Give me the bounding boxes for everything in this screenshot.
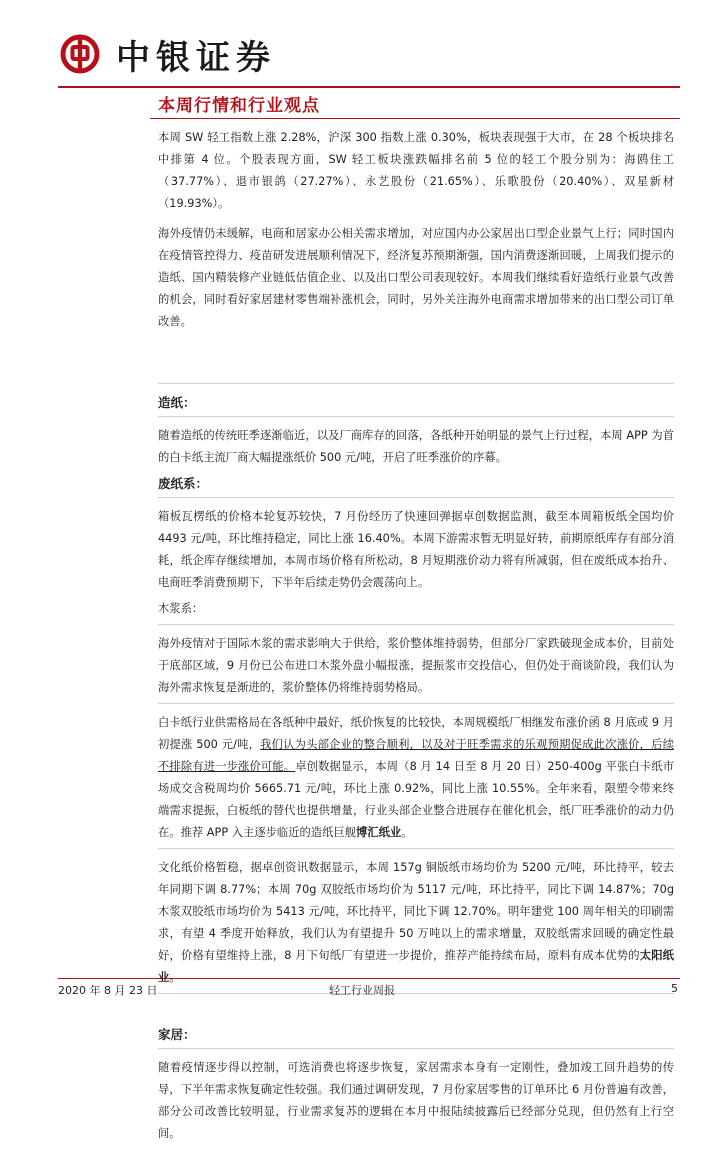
divider	[158, 1048, 674, 1049]
section-title: 本周行情和行业观点	[158, 96, 320, 116]
pulp-paragraph: 海外疫情对于国际木浆的需求影响大于供给，浆价整体维持弱势，但部分厂家跌破现金成本价，目前处于底部区域，9 月份已公布进口木浆外盘小幅报涨，提振浆市交投信心，但仍处于商谈阶段，我们认为海外需求恢复是渐进的，浆价整体仍将维持弱势格局。	[158, 637, 674, 694]
paper-paragraph: 随着造纸的传统旺季逐渐临近，以及厂商库存的回落，各纸种开始明显的景气上行过程，本周 APP 为首的白卡纸主流厂商大幅提涨纸价 500 元/吨，开启了旺季涨价的序幕。	[158, 429, 674, 464]
divider	[158, 416, 674, 417]
bank-of-china-logo-icon	[60, 34, 100, 74]
report-body	[158, 127, 674, 1153]
divider	[158, 383, 674, 384]
market-review-paragraph: 本周 SW 轻工指数上涨 2.28%，沪深 300 指数上涨 0.30%，板块表现强于大市，在 28 个板块排名中排第 4 位。个股表现方面，SW 轻工板块涨跌幅排名前 5 位的轻工个股分别为：海鸥住工（37.77%）、退市银鸽（27.27%）、永艺股份（21.65%）、乐歌股份（20.40%）、双星新材（19.93%）。	[158, 131, 674, 210]
punct: 。	[401, 826, 413, 839]
section-rule	[150, 118, 680, 119]
outlook-paragraph: 海外疫情仍未缓解，电商和居家办公相关需求增加，对应国内办公家居出口型企业景气上行；同时国内在疫情管控得力、疫苗研发进展顺利情况下，经济复苏预期渐强，国内消费逐渐回暖，上周我们提示的造纸、国内精装修产业链低估值企业、以及出口型公司表现较好。本周我们继续看好造纸行业景气改善的机会，同时看好家居建材零售端补涨机会，同时，另外关注海外电商需求增加带来的出口型公司订单改善。	[158, 227, 674, 328]
stock-sun-paper: 太阳纸业	[158, 949, 674, 984]
spacer	[158, 1002, 674, 1024]
spacer	[158, 341, 674, 381]
page-header	[58, 12, 678, 84]
culture-paper-text: 文化纸价格暂稳，据卓创资讯数据显示，本周 157g 铜版纸市场均价为 5200 元/吨，环比持平，较去年同期下调 8.77%；本周 70g 双胶纸市场均价为 5117 元/吨，环比持平，同比下调 14.87%；70g 木浆双胶纸市场均价为 5413 元/吨，环比持平，同比下调 12.70%。明年建党 100 周年相关的印刷需求，有望 4 季度开始释放，我们认为有望提升 50 万吨以上的需求增量，双胶纸需求回暖的确定性最好，价格有望维持上涨，8 月下旬纸厂有望进一步提价，推荐产能持续布局，原料有成本优势的	[158, 861, 674, 962]
white-card-underlined-text: 我们认为头部企业的整合顺利，以及对于旺季需求的乐观预期促成此次涨价，后续不排除有进一步涨价可能。	[158, 738, 674, 773]
white-card-paragraph	[158, 712, 674, 844]
divider	[158, 703, 674, 704]
waste-paper-heading: 废纸系：	[158, 476, 209, 491]
white-card-text: 白卡纸行业供需格局在各纸种中最好，纸价恢复的比较快，本周规模纸厂相继发布涨价函 8 月底或 9 月初提涨 500 元/吨，	[158, 716, 674, 751]
home-furnishing-paragraph: 随着疫情逐步得以控制，可选消费也将逐步恢复，家居需求本身有一定刚性，叠加竣工回升趋势的传导，下半年需求恢复确定性较强。我们通过调研发现，7 月份家居零售的订单环比 6 月份普遍有改善，部分公司改善比较明显，行业需求复苏的逻辑在本月中报陆续披露后已经部分兑现，但仍然有上行空间。	[158, 1061, 674, 1140]
culture-paper-paragraph	[158, 857, 674, 989]
pulp-heading: 木浆系：	[158, 602, 204, 615]
footer-rule	[58, 978, 680, 979]
footer-title: 轻工行业周报	[329, 984, 395, 997]
brand-name: 中银证券	[116, 38, 276, 78]
divider	[158, 497, 674, 498]
paper-heading: 造纸：	[158, 395, 196, 410]
waste-paper-paragraph: 箱板瓦楞纸的价格本轮复苏较快，7 月份经历了快速回弹据卓创数据监测，截至本周箱板纸全国均价 4493 元/吨，环比维持稳定，同比上涨 16.40%。本周下游需求暂无明显好转，前期原纸库存有部分消耗，纸企库存继续增加，本周市场价格有所松动，8 月短期涨价动力将有所减弱，但在废纸成本抬升、电商旺季消费预期下，下半年后续走势仍会震荡向上。	[158, 510, 674, 589]
page-number: 5	[671, 982, 678, 995]
white-card-text-cont: 卓创数据显示，本周（8 月 14 日至 8 月 20 日）250-400g 平张白卡纸市场成交含税周均价 5665.71 元/吨，环比上涨 0.92%，同比上涨 10.55%。全年来看，限塑令带来终端需求提振，白板纸的替代也提供增量，行业头部企业整合进展存在催化机会，纸厂旺季涨价的动力仍在。推荐 APP 入主逐步临近的造纸巨舰	[158, 760, 674, 839]
home-furnishing-heading: 家居：	[158, 1027, 196, 1042]
footer-date: 2020 年 8 月 23 日	[58, 984, 158, 997]
stock-bohui: 博汇纸业	[356, 826, 402, 839]
divider	[158, 624, 674, 625]
divider	[158, 848, 674, 849]
header-rule	[58, 86, 680, 88]
